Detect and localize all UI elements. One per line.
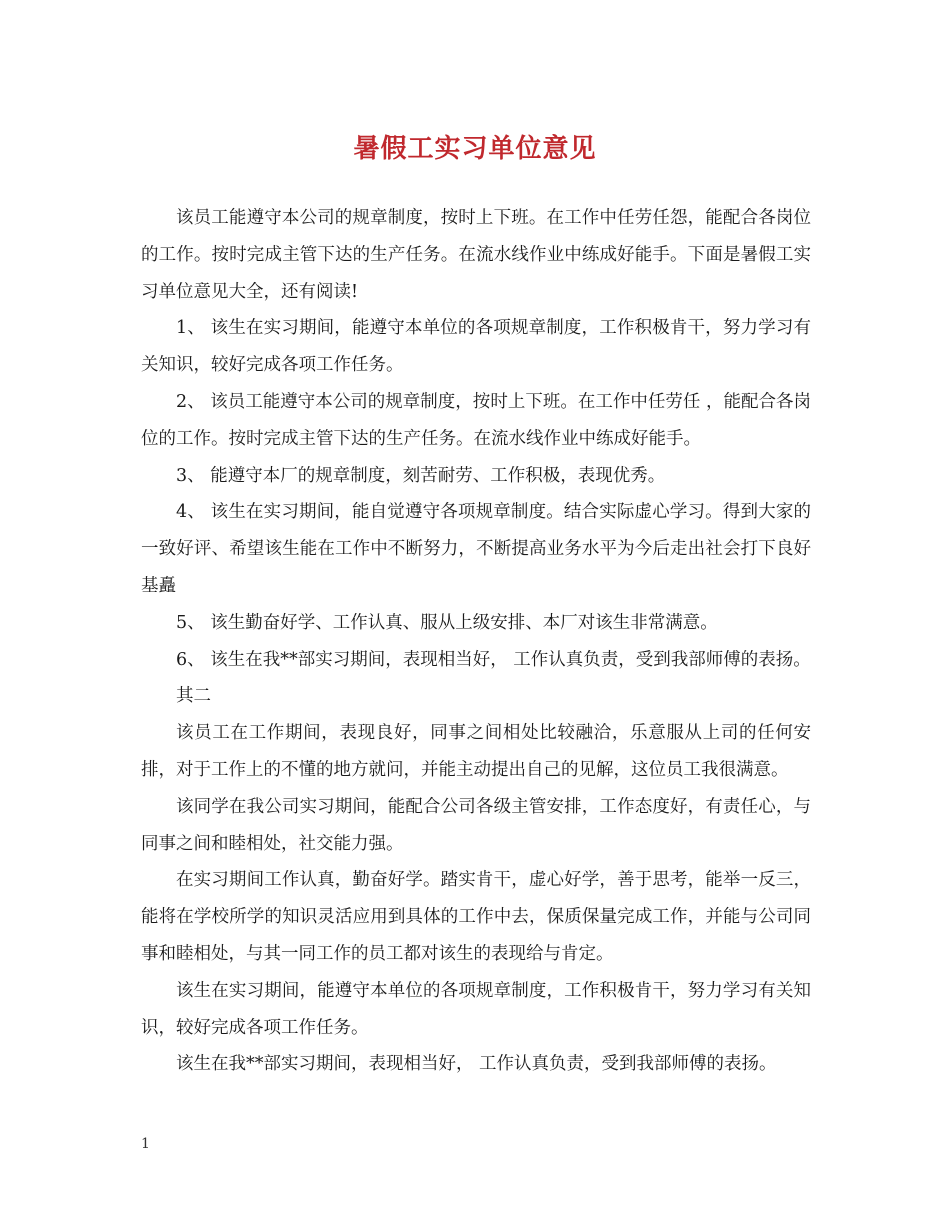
paragraph-part-two-1: 该员工在工作期间，表现良好，同事之间相处比较融洽，乐意服从上司的任何安排，对于工作上的不懂的地方就问，并能主动提出自己的见解，这位员工我很满意。 — [141, 723, 811, 780]
paragraph-part-two-2: 该同学在我公司实习期间，能配合公司各级主管安排，工作态度好，有责任心，与同事之间和睦相处，社交能力强。 — [141, 796, 811, 854]
paragraph-intro: 该员工能遵守本公司的规章制度，按时上下班。在工作中任劳任怨，能配合各岗位的工作。按时完成主管下达的生产任务。在流水线作业中练成好能手。下面是暑假工实习单位意见大全，还有阅读! — [141, 208, 811, 302]
paragraph-item-2: 2、 该员工能遵守本公司的规章制度，按时上下班。在工作中任劳任 ，能配合各岗位的工作。按时完成主管下达的生产任务。在流水线作业中练成好能手。 — [141, 391, 811, 449]
section-heading-part-two: 其二 — [176, 686, 211, 707]
paragraph-item-1: 1、 该生在实习期间，能遵守本单位的各项规章制度，工作积极肯干，努力学习有关知识，较好完成各项工作任务。 — [141, 318, 811, 376]
paragraph-item-3: 3、 能遵守本厂的规章制度，刻苦耐劳、工作积极，表现优秀。 — [176, 465, 666, 486]
paragraph-part-two-4: 该生在实习期间，能遵守本单位的各项规章制度，工作积极肯干，努力学习有关知识，较好完成各项工作任务。 — [141, 980, 811, 1038]
paragraph-item-6: 6、 该生在我**部实习期间，表现相当好， 工作认真负责，受到我部师傅的表扬。 — [176, 649, 811, 670]
document-body — [141, 200, 811, 1083]
document-title: 暑假工实习单位意见 — [353, 134, 597, 164]
paragraph-item-5: 5、 该生勤奋好学、工作认真、服从上级安排、本厂对该生非常满意。 — [176, 612, 718, 633]
paragraph-item-4: 4、 该生在实习期间，能自觉遵守各项规章制度。结合实际虚心学习。得到大家的一致好评、希望该生能在工作中不断努力，不断提高业务水平为今后走出社会打下良好基矗 — [141, 502, 811, 596]
paragraph-part-two-5: 该生在我**部实习期间，表现相当好， 工作认真负责，受到我部师傅的表扬。 — [176, 1054, 777, 1075]
page-number: 1 — [141, 1136, 150, 1152]
paragraph-part-two-3: 在实习期间工作认真，勤奋好学。踏实肯干，虚心好学，善于思考，能举一反三，能将在学校所学的知识灵活应用到具体的工作中去，保质保量完成工作，并能与公司同事和睦相处，与其一同工作的员工都对该生的表现给与肯定。 — [141, 870, 811, 964]
